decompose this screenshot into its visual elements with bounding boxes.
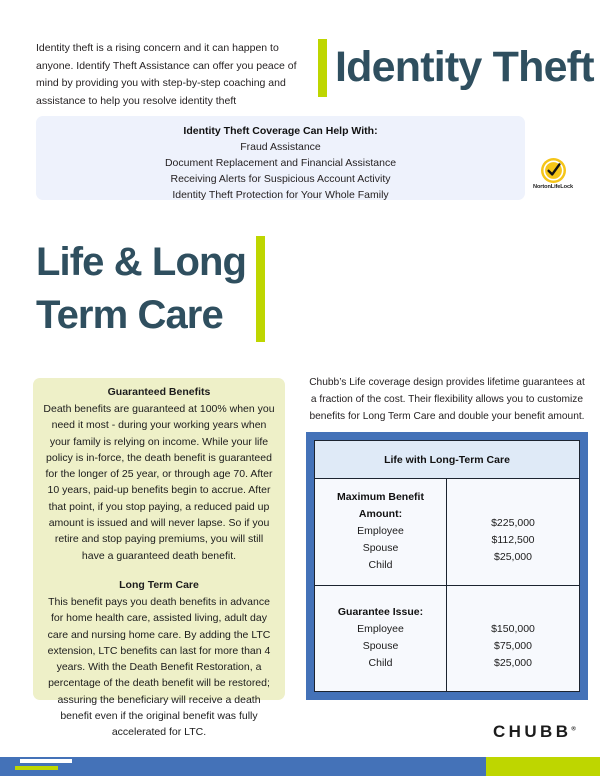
maximum-benefit-labels [315,479,447,585]
maximum-benefit-values [447,479,579,585]
life-coverage-intro-text: Chubb’s Life coverage design provides lifetime guarantees at a fraction of the cost. Their flexibility allows you to customize benefits for Long Term Care and double your benefit amount. [309,377,585,422]
accent-bar-icon [318,39,327,97]
row-value-employee: $225,000 [491,516,535,529]
guaranteed-benefits-heading: Guaranteed Benefits [107,386,211,398]
footer-green-accent [15,766,58,770]
footer-blue-bar [0,757,493,776]
guaranteed-benefits-body: Death benefits are guaranteed at 100% when you need it most - during your working years when your family is relying on income. While your life policy is in-force, the death benefit is guaranteed for the longer of 25 year, or through age 70. After 10 years, paid-up benefits begin to accrue. After that point, if you stop paying, a reduced paid up amount is issued and will never lapse. So if you retire and stop paying premiums, you will still have a guaranteed death benefit. [43,403,275,562]
footer-green-bar [486,757,600,776]
chubb-wordmark: CHUBB [493,722,572,741]
norton-checkmark-icon [541,158,566,183]
row-value-spouse: $112,500 [491,533,535,546]
row-label-child: Child [368,657,393,670]
long-term-care-body: This benefit pays you death benefits in advance for home health care, assisted living, adult day care and nursing home care. By adding the LTC extension, LTC benefits can last for more than 4 years. With the Death Benefit Restoration, a percentage of the death benefit will be restored; assuring the beneficiary will receive a death benefit even if the original benefit was fully accelerated for LTC. [47,595,271,739]
coverage-item: Receiving Alerts for Suspicious Account Activity [170,173,391,185]
accent-bar-icon [256,236,265,342]
guarantee-issue-labels [315,586,447,692]
row-label-child: Child [368,559,393,572]
row-label-spouse: Spouse [362,640,399,653]
identity-theft-title-block [318,37,594,97]
identity-theft-intro-text: Identity theft is a rising concern and it can happen to anyone. Identify Theft Assistance can offer you peace of mind by providing you with step-by-step coaching and assistance to help you resolve identity theft [36,42,297,107]
row-value-employee: $150,000 [491,623,535,636]
row-value-child: $25,000 [494,550,532,563]
guarantee-issue-values [447,586,579,692]
long-term-care-heading: Long Term Care [119,578,199,591]
table-row [315,585,579,692]
benefit-table-header: Life with Long-Term Care [315,441,579,479]
footer-white-accent [20,759,72,763]
life-ltc-title-block [36,236,265,342]
coverage-item: Document Replacement and Financial Assistance [164,157,397,169]
row-value-child: $25,000 [494,657,532,670]
row-value-spouse: $75,000 [494,640,532,653]
row-label-employee: Employee [357,525,404,538]
title-line-2: Term Care [36,293,223,337]
coverage-item: Identity Theft Protection for Your Whole Family [172,189,389,201]
title-line-1: Life & Long [36,240,247,284]
benefits-green-panel [33,378,285,739]
guarantee-issue-label: Guarantee Issue: [337,606,424,619]
row-label-employee: Employee [357,623,404,636]
table-row [315,479,579,585]
panel-spacer [42,564,276,577]
page-title-identity-theft: Identity Theft [335,43,594,91]
benefit-table [306,432,588,700]
page-title-life-ltc [36,236,256,342]
maximum-benefit-amount-label: Maximum Benefit Amount: [337,491,424,521]
trademark-symbol: ® [571,726,576,733]
row-label-spouse: Spouse [362,542,399,555]
coverage-item: Fraud Assistance [240,141,321,153]
chubb-logo [493,722,576,742]
nortonlifelock-wordmark: NortonLifeLock [533,184,573,190]
nortonlifelock-logo [527,158,579,196]
value-spacer [451,604,575,621]
value-spacer [451,498,575,515]
benefit-table-inner [314,440,580,692]
coverage-panel-title: Identity Theft Coverage Can Help With: [183,125,378,137]
identity-theft-coverage-panel [36,116,525,200]
